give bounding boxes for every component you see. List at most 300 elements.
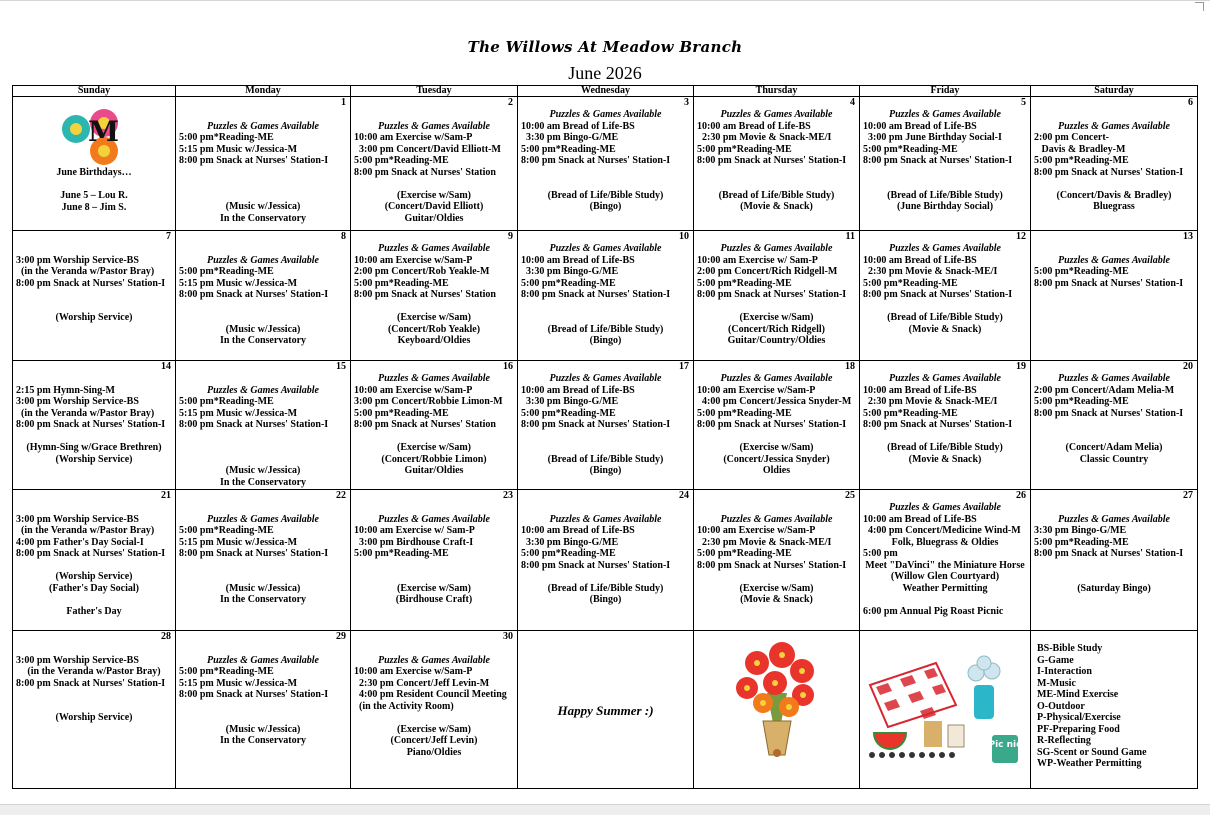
event-note: Father's Day [66,605,122,617]
event-line: 5:00 pm*Reading-ME [863,407,958,419]
event-line: 8:00 pm Snack at Nurses' Station-I [863,419,1013,430]
puzzles-notice: Puzzles & Games Available [889,373,1001,384]
event-note: (Bingo) [589,594,622,605]
event-note: (Exercise w/Sam) [739,312,814,323]
event-line: 5:15 pm Music w/Jessica-M [179,277,298,289]
blank-line [697,502,856,514]
blank-line [1034,502,1194,514]
day-number: 1 [341,97,346,108]
event-note: Keyboard/Oldies [397,335,471,346]
puzzles-notice: Puzzles & Games Available [549,373,662,384]
day-events [354,243,514,347]
blank-line [521,312,690,324]
event-note: Folk, Bluegrass & Oldies [891,536,999,548]
day-content [176,490,350,630]
calendar-day-cell [694,631,860,789]
event-line: 5:00 pm*Reading-ME [179,396,274,407]
puzzles-notice: Puzzles & Games Available [207,513,319,525]
legend-item: G-Game [1037,654,1074,666]
day-content [860,97,1030,230]
weekday-header-row [13,86,1198,97]
event-line: 8:00 pm Snack at Nurses' Station-I [16,419,166,430]
day-content [860,490,1030,630]
event-note: (Worship Service) [55,712,133,723]
blank-line [354,571,514,583]
day-events [16,167,172,213]
day-content [694,631,859,788]
event-line: 5:00 pm*Reading-ME [179,132,274,143]
day-events [521,109,690,213]
puzzles-notice: Puzzles & Games Available [889,502,1001,513]
event-line: 5:00 pm*Reading-ME [354,407,449,419]
page-corner-mark [1195,2,1204,11]
calendar-day-cell [1031,97,1198,231]
day-number: 7 [166,231,171,242]
day-events [697,243,856,347]
day-content [1031,361,1197,489]
day-events [697,373,856,477]
blank-line [16,594,172,606]
calendar-week-row [13,361,1198,490]
day-number: 19 [1016,361,1026,372]
event-line: 8:00 pm Snack at Nurses' Station-I [697,289,847,300]
day-events [16,243,172,324]
day-content [13,631,175,788]
blank-line [1034,109,1194,121]
day-content [518,231,693,360]
day-number: 27 [1183,490,1193,501]
event-line: 2:15 pm Hymn-Sing-M [16,384,115,396]
legend-item: I-Interaction [1037,666,1092,677]
event-note: (Concert/David Elliott) [384,201,484,212]
event-line: 10:00 am Bread of Life-BS [521,254,635,266]
event-note: (Exercise w/Sam) [397,312,471,323]
blank-line [354,178,514,190]
event-line: 8:00 pm Snack at Nurses' Station-I [16,277,166,289]
event-note: (Bread of Life/Bible Study) [547,323,664,335]
event-line: 8:00 pm Snack at Nurses' Station-I [521,419,671,430]
event-line: (in the Veranda w/Pastor Bray) [16,407,155,419]
blank-line [1034,431,1194,443]
day-number: 25 [845,490,855,501]
event-line: 4:00 pm Concert/Jessica Snyder-M [697,396,852,407]
blank-line [863,594,1027,606]
calendar-table [12,85,1198,789]
bouquet-image [697,631,856,761]
blank-line [1034,178,1194,190]
event-note: (Concert/Robbie Limon) [381,453,487,465]
day-events [354,373,514,477]
day-number: 17 [679,361,689,372]
calendar-day-cell [13,490,176,631]
calendar-day-cell [1031,231,1198,361]
day-events [354,643,514,758]
blank-line [179,301,347,313]
legend-item: BS-Bible Study [1037,643,1103,654]
legend-item: ME-Mind Exercise [1037,689,1119,700]
event-line: 3:30 pm Bingo-G/ME [521,132,619,143]
event-line: 10:00 am Bread of Life-BS [521,525,635,536]
event-line: 5:00 pm [863,548,898,559]
event-note: (June Birthday Social) [896,201,994,212]
event-note: (Bread of Life/Bible Study) [887,189,1003,201]
blank-line [16,431,172,443]
puzzles-notice: Puzzles & Games Available [378,243,490,254]
day-number: 10 [679,231,689,242]
event-note: In the Conservatory [219,335,307,346]
day-content [351,631,517,788]
day-number: 29 [336,631,346,642]
bouquet-icon [727,633,827,761]
day-number: 13 [1183,231,1193,242]
blank-line [521,178,690,190]
blank-line [16,701,172,713]
event-line: 3:00 pm Worship Service-BS [16,513,139,525]
blank-line [354,301,514,313]
event-note: (Bread of Life/Bible Study) [887,312,1003,323]
event-note: (Music w/Jessica) [225,582,301,594]
event-line: 8:00 pm Snack at Nurses' Station [354,419,496,430]
blank-line [354,643,514,655]
event-note: Bluegrass [1093,201,1135,212]
event-note: (Exercise w/Sam) [739,582,814,594]
puzzles-notice: Puzzles & Games Available [378,120,490,132]
day-content [1031,490,1197,630]
day-number: 22 [336,490,346,501]
blank-line [521,301,690,313]
day-number: 3 [684,97,689,108]
calendar-day-cell [694,490,860,631]
event-line: 8:00 pm Snack at Nurses' Station-I [1034,166,1184,178]
blank-line [179,109,347,121]
day-number: 30 [503,631,513,642]
event-note: (Saturday Bingo) [1077,582,1151,594]
blank-line [863,178,1027,190]
weekday-header: Thursday [694,86,860,97]
blank-line [521,442,690,454]
event-line: 8:00 pm Snack at Nurses' Station-I [179,548,329,559]
event-line: 8:00 pm Snack at Nurses' Station-I [697,155,847,166]
day-content [694,231,859,360]
day-content [518,490,693,630]
event-line: Davis & Bradley-M [1034,143,1126,155]
blank-line [179,701,347,713]
day-events [521,373,690,477]
calendar-day-cell [518,231,694,361]
day-number: 23 [503,490,513,501]
day-events [179,643,347,747]
calendar-day-cell [518,361,694,490]
day-number: 21 [161,490,171,501]
calendar-week-row [13,631,1198,789]
day-content [176,631,350,788]
event-line: 10:00 am Exercise w/Sam-P [354,384,473,396]
calendar-day-cell [1031,631,1198,789]
event-note: Classic Country [1079,453,1149,465]
event-line: 8:00 pm Snack at Nurses' Station-I [863,155,1013,166]
event-line: 3:00 pm Concert/David Elliott-M [354,143,501,155]
event-line: 8:00 pm Snack at Nurses' Station-I [179,155,329,166]
blank-line [521,431,690,443]
weekday-header: Friday [860,86,1031,97]
calendar-day-cell [351,631,518,789]
event-note: (Movie & Snack) [908,323,982,335]
day-content [351,231,517,360]
day-events [354,109,514,224]
calendar-day-cell [13,361,176,490]
event-line: 5:00 pm*Reading-ME [1034,155,1129,166]
event-note: (Music w/Jessica) [225,723,301,735]
calendar-day-cell [1031,490,1198,631]
event-line: (in the Activity Room) [354,700,454,712]
puzzles-notice: Puzzles & Games Available [207,120,319,132]
event-note: June 5 – Lou R. [60,190,128,201]
day-number: 4 [850,97,855,108]
day-number: 5 [1021,97,1026,108]
legend-item: SG-Scent or Sound Game [1037,746,1147,758]
event-line: 8:00 pm Snack at Nurses' Station-I [1034,407,1184,419]
event-note: (Worship Service) [55,571,133,582]
weekday-header: Saturday [1031,86,1198,97]
blank-line [354,712,514,724]
day-content [176,361,350,489]
picnic-sign-text: Pic nic [988,740,1022,750]
event-line: 8:00 pm Snack at Nurses' Station-I [697,419,847,430]
blank-line [863,431,1027,443]
blank-line [16,643,172,655]
event-note: (Music w/Jessica) [225,201,301,212]
day-content [518,97,693,230]
calendar-day-cell [176,231,351,361]
day-events [863,502,1027,617]
event-line: 10:00 am Exercise w/Sam-P [354,132,473,143]
day-number: 2 [508,97,513,108]
event-note: (Movie & Snack) [740,201,813,212]
event-note: (Exercise w/Sam) [739,442,814,453]
calendar-day-cell [694,361,860,490]
calendar-day-cell [860,361,1031,490]
blank-line [354,502,514,514]
event-line: 10:00 am Bread of Life-BS [863,513,977,525]
puzzles-notice: Puzzles & Games Available [889,109,1001,120]
calendar-day-cell [13,631,176,789]
event-line: 5:00 pm*Reading-ME [521,548,616,559]
calendar-day-cell [176,631,351,789]
event-line: 8:00 pm Snack at Nurses' Station-I [179,689,329,700]
weekday-header: Monday [176,86,351,97]
event-line: 8:00 pm Snack at Nurses' Station-I [863,289,1013,300]
event-line: 5:00 pm*Reading-ME [179,666,274,677]
day-content [351,490,517,630]
blank-line [179,643,347,655]
event-note: (Worship Service) [55,312,133,323]
event-line: 2:30 pm Movie & Snack-ME/I [697,536,832,548]
blank-line [354,109,514,121]
event-line: 5:00 pm*Reading-ME [863,143,958,155]
event-line: 2:30 pm Concert/Jeff Levin-M [354,677,490,689]
happy-summer-text: Happy Summer :) [557,703,654,718]
event-line: 3:00 pm Birdhouse Craft-I [354,536,474,548]
event-note: (Exercise w/Sam) [397,189,471,201]
event-line: 2:00 pm Concert/Rob Yeakle-M [354,266,490,277]
event-line: 8:00 pm Snack at Nurses' Station-I [697,559,847,571]
event-line: 10:00 am Exercise w/Sam-P [697,384,816,396]
event-line: 5:00 pm*Reading-ME [521,407,616,419]
day-number: 20 [1183,361,1193,372]
calendar-week-row [13,231,1198,361]
day-events [179,109,347,224]
event-line: 4:00 pm Concert/Medicine Wind-M [863,525,1021,536]
calendar-day-cell [860,631,1031,789]
event-line: 3:00 pm Worship Service-BS [16,396,139,407]
day-number: 15 [336,361,346,372]
event-line: 5:00 pm*Reading-ME [697,143,792,155]
event-line: 8:00 pm Snack at Nurses' Station [354,166,496,178]
legend-item: M-Music [1037,677,1076,689]
blank-line [1034,243,1194,255]
event-line: 2:30 pm Movie & Snack-ME/I [863,396,998,407]
blank-line [521,571,690,583]
calendar-day-cell [860,97,1031,231]
day-content [13,231,175,360]
event-note: Oldies [762,465,791,476]
weekday-header: Tuesday [351,86,518,97]
blank-line [179,312,347,324]
day-events [179,373,347,488]
event-note: In the Conservatory [219,735,307,746]
day-events [1034,243,1194,289]
day-content [694,97,859,230]
puzzles-notice: Puzzles & Games Available [207,654,319,666]
calendar-day-cell [860,231,1031,361]
day-content [1031,631,1197,788]
blank-line [1034,419,1194,431]
top-ruler-line [0,0,1210,1]
event-line: 8:00 pm Snack at Nurses' Station-I [179,419,329,430]
weekday-header: Wednesday [518,86,694,97]
blank-line [354,560,514,572]
event-note: (Concert/Jeff Levin) [390,735,478,746]
event-line: 10:00 am Bread of Life-BS [863,384,977,396]
legend-item: P-Physical/Exercise [1037,712,1121,723]
event-line: 10:00 am Bread of Life-BS [697,120,811,132]
event-line: 8:00 pm Snack at Nurses' Station-I [16,548,166,559]
calendar-day-cell [518,490,694,631]
event-note: (Music w/Jessica) [225,323,301,335]
event-note: In the Conservatory [219,476,307,488]
day-content [694,490,859,630]
event-line: (in the Veranda w/Pastor Bray) [16,525,155,536]
day-content [518,361,693,489]
day-content [860,231,1030,360]
blank-line [16,560,172,572]
event-note: (Willow Glen Courtyard) [890,571,1000,582]
event-line: 5:00 pm*Reading-ME [697,277,792,289]
event-line: 5:15 pm Music w/Jessica-M [179,407,298,419]
birthday-flowers-icon [58,107,130,167]
blank-line [16,689,172,701]
day-events [179,243,347,347]
blank-line [863,301,1027,313]
event-line: 4:00 pm Father's Day Social-I [16,536,144,548]
legend-item: R-Reflecting [1037,735,1091,746]
blank-line [179,190,347,202]
day-number: 18 [845,361,855,372]
day-content [351,361,517,489]
blank-line [697,178,856,190]
event-line: 2:00 pm Concert/Adam Melia-M [1034,384,1175,396]
puzzles-notice: Puzzles & Games Available [378,654,490,666]
event-line: 3:00 pm Concert/Robbie Limon-M [354,396,503,407]
calendar-day-cell [13,231,176,361]
event-line: (in the Veranda w/Pastor Bray) [16,266,155,277]
blank-line [179,373,347,385]
blank-line [16,243,172,255]
event-note: In the Conservatory [219,212,307,224]
calendar-day-cell [694,97,860,231]
event-line: 5:00 pm*Reading-ME [354,548,449,559]
puzzles-notice: Puzzles & Games Available [720,513,833,525]
event-line: 8:00 pm Snack at Nurses' Station [354,289,496,300]
puzzles-notice: Puzzles & Games Available [378,373,490,384]
event-note: (Concert/Davis & Bradley) [1056,189,1172,201]
calendar-day-cell [176,361,351,490]
calendar-day-cell [176,490,351,631]
event-note: (Bread of Life/Bible Study) [887,442,1003,453]
event-note: Guitar/Country/Oldies [727,335,826,346]
day-number: 12 [1016,231,1026,242]
blank-line [16,289,172,301]
event-note: June Birthdays… [56,167,132,178]
calendar-day-cell [518,631,694,789]
day-events [179,502,347,606]
day-number: 24 [679,490,689,501]
event-note: (Bread of Life/Bible Study) [547,582,664,594]
event-line: 5:15 pm Music w/Jessica-M [179,143,298,155]
event-note: Guitar/Oldies [404,465,464,476]
event-line: 5:15 pm Music w/Jessica-M [179,677,298,689]
event-line: 5:00 pm*Reading-ME [1034,396,1129,407]
event-line: 8:00 pm Snack at Nurses' Station-I [521,559,671,571]
event-note: (in the Veranda w/Pastor Bray) [27,666,161,677]
day-events [16,373,172,465]
event-line: 5:00 pm*Reading-ME [354,277,449,289]
puzzles-notice: Puzzles & Games Available [889,243,1001,254]
day-events [1034,502,1194,594]
event-note: In the Conservatory [219,594,307,605]
blank-line [354,431,514,443]
event-note: Piano/Oldies [406,746,462,758]
calendar-day-cell [518,97,694,231]
day-number: 14 [161,361,171,372]
activity-legend [1034,631,1194,770]
event-line: 10:00 am Exercise w/ Sam-P [697,254,818,266]
event-note: (Concert/Adam Melia) [1065,442,1163,453]
blank-line [1034,571,1194,583]
day-events [1034,373,1194,465]
day-number: 28 [161,631,171,642]
event-line: 5:00 pm*Reading-ME [697,548,792,559]
picnic-icon [864,655,1026,765]
event-line: 8:00 pm Snack at Nurses' Station-I [521,155,671,166]
blank-line [521,502,690,514]
calendar-day-cell [13,97,176,231]
blank-line [863,167,1027,179]
event-line: 10:00 am Bread of Life-BS [863,254,977,266]
event-note: (Music w/Jessica) [225,465,301,476]
event-line: 3:00 pm June Birthday Social-I [863,132,1002,143]
legend-item: O-Outdoor [1037,700,1085,712]
